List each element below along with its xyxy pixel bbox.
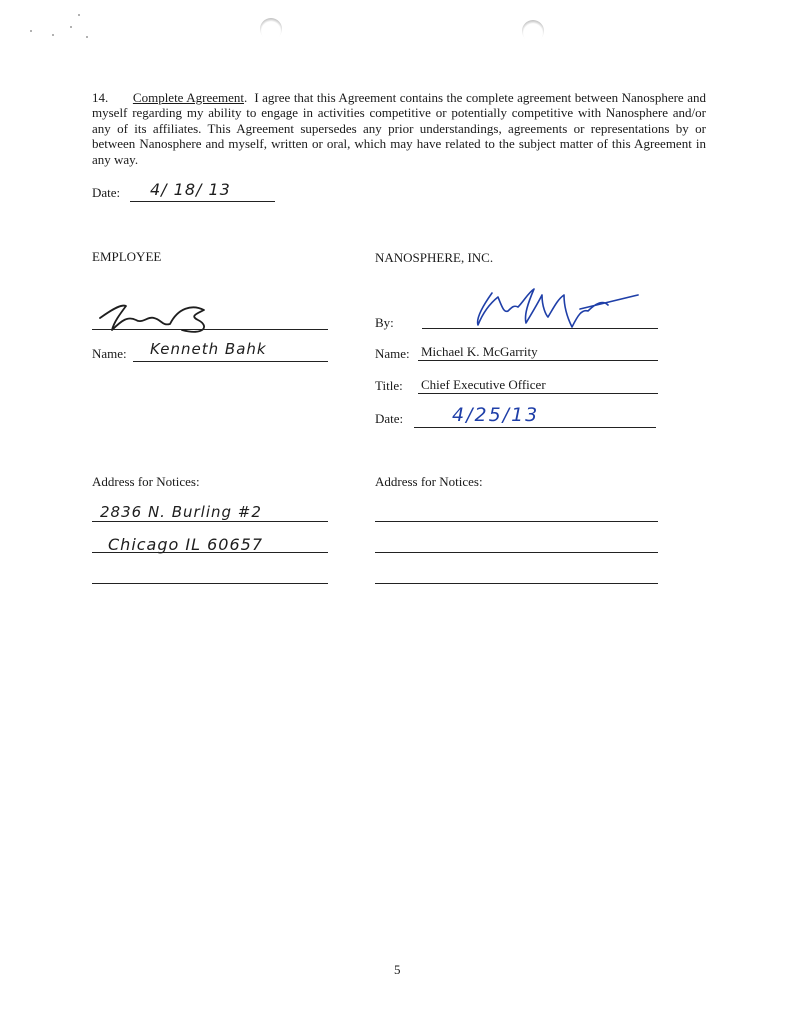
scan-speck (30, 30, 32, 32)
scan-speck (86, 36, 88, 38)
punch-hole-right (522, 20, 544, 42)
company-date-line (414, 427, 656, 428)
scan-speck (52, 34, 54, 36)
company-address-rule-1 (375, 521, 658, 522)
company-signature-image (468, 285, 668, 335)
company-heading: NANOSPHERE, INC. (375, 250, 494, 265)
company-address-rule-2 (375, 552, 658, 553)
employee-address-line-1: 2836 N. Burling #2 (100, 503, 262, 521)
employee-address-rule-3 (92, 583, 328, 584)
scan-speck (78, 14, 80, 16)
company-date-handwritten: 4/25/13 (452, 404, 540, 426)
agreement-date-label: Date: (92, 185, 121, 200)
company-name-value: Michael K. McGarrity (421, 344, 538, 359)
company-title-label: Title: (375, 378, 403, 393)
employee-address-rule-1 (92, 521, 328, 522)
agreement-date-line (130, 201, 275, 202)
section-number: 14. (92, 90, 109, 105)
company-title-value: Chief Executive Officer (421, 377, 546, 392)
company-name-line (418, 360, 658, 361)
punch-hole-left (260, 18, 282, 40)
employee-signature-line (92, 329, 328, 330)
company-address-rule-3 (375, 583, 658, 584)
company-name-label: Name: (375, 346, 410, 361)
employee-name-handwritten: Kenneth Bahk (150, 340, 267, 358)
employee-address-rule-2 (92, 552, 328, 553)
company-date-label: Date: (375, 411, 404, 426)
company-title-line (418, 393, 658, 394)
company-address-label: Address for Notices: (375, 474, 483, 489)
section-heading: Complete Agreement (132, 90, 245, 105)
scan-speck (70, 26, 72, 28)
section-body: I agree that this Agreement contains the complete agreement between Nanosphere and myself regarding my ability to engage in activities competitive or potentially competitive with Nanosphere and/or any of its affiliates. This Agreement supersedes any prior understandings, agreements or representations by or between Nanosphere and myself, written or oral, which may have related to the subject matter of this Agreement in any way. (92, 90, 706, 167)
employee-name-label: Name: (92, 346, 127, 361)
employee-signature-image (92, 298, 232, 338)
employee-heading: EMPLOYEE (92, 249, 162, 264)
company-by-label: By: (375, 315, 394, 330)
employee-address-label: Address for Notices: (92, 474, 200, 489)
page-number: 5 (394, 962, 401, 977)
employee-address-line-2: Chicago IL 60657 (108, 535, 264, 554)
complete-agreement-paragraph: 14. Complete Agreement. I agree that this Agreement contains the complete agreement between Nanosphere and myself regarding my ability to engage in activities competitive or potentially competitive with Nanosphere and/or any of its affiliates. This Agreement supersedes any prior understandings, agreements or representations by or between Nanosphere and myself, written or oral, which may have related to the subject matter of this Agreement in any way. (92, 90, 706, 167)
agreement-date-handwritten: 4/ 18/ 13 (150, 180, 231, 199)
employee-name-line (133, 361, 328, 362)
